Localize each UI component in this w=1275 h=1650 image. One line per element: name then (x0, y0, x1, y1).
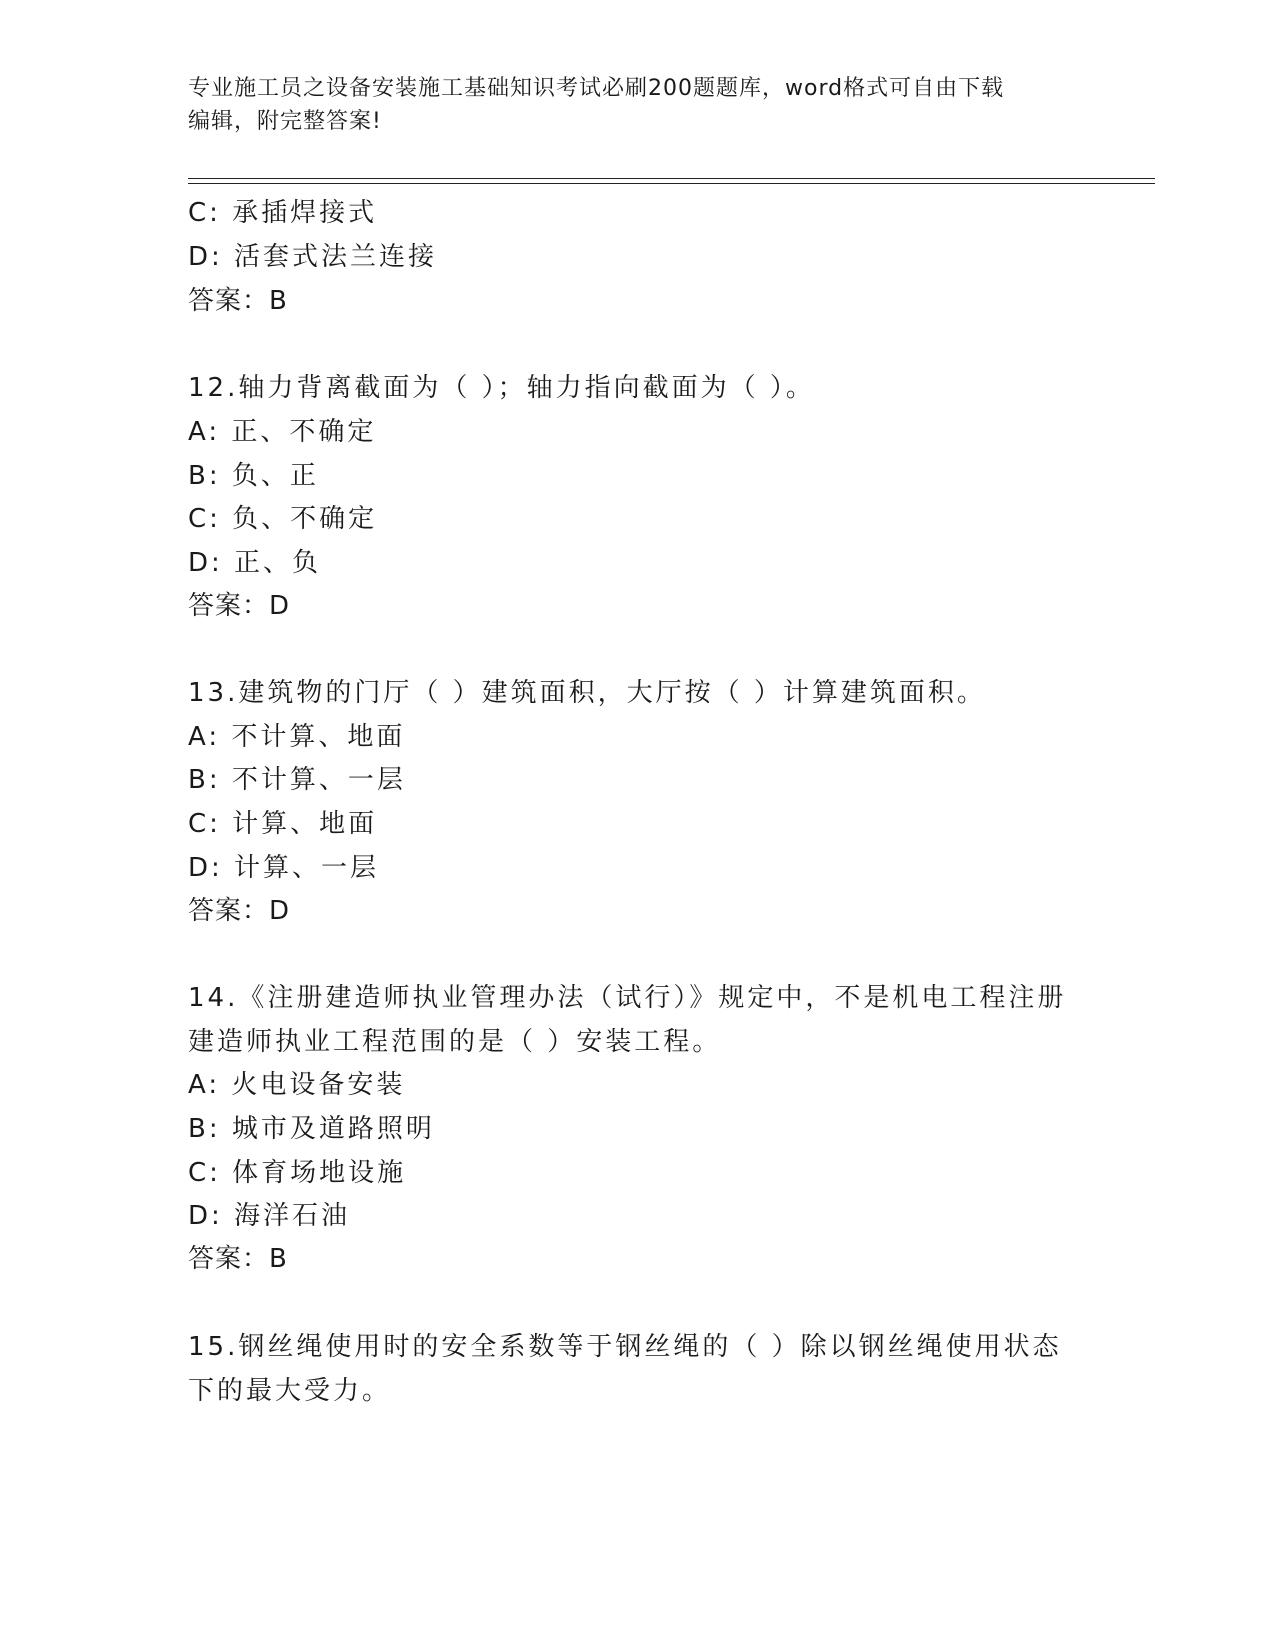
question-stem: 12.轴力背离截面为（ ）；轴力指向截面为（ ）。 (188, 373, 815, 403)
answer-label: 答案： (188, 591, 270, 621)
answer-value: B (269, 286, 288, 316)
option-b: B: 城市及道路照明 (188, 1114, 435, 1144)
header-line-1: 专业施工员之设备安装施工基础知识考试必刷200题题库，word格式可自由下载 (188, 76, 1005, 101)
question-stem-continued: 建造师执业工程范围的是（ ）安装工程。 (188, 1027, 722, 1057)
answer-value: D (269, 591, 291, 621)
answer-value: D (269, 896, 291, 926)
option-b: B: 负、正 (188, 461, 319, 491)
question-stem-continued: 下的最大受力。 (188, 1376, 392, 1406)
option-d: D: 海洋石油 (188, 1201, 351, 1231)
question-stem: 15.钢丝绳使用时的安全系数等于钢丝绳的（ ）除以钢丝绳使用状态 (188, 1332, 1062, 1362)
option-c: C: 负、不确定 (188, 504, 378, 534)
answer-line (188, 280, 288, 317)
answer-label: 答案： (188, 1244, 270, 1274)
header-line-2: 编辑，附完整答案! (188, 109, 382, 134)
answer-line (188, 585, 290, 622)
answer-label: 答案： (188, 896, 270, 926)
option-c: C: 计算、地面 (188, 809, 378, 839)
answer-line (188, 890, 290, 927)
answer-line (188, 1238, 288, 1275)
option-d: D: 计算、一层 (188, 853, 380, 883)
document-header (188, 72, 1068, 138)
header-divider-top (188, 178, 1155, 179)
option-d: D: 正、负 (188, 548, 322, 578)
option-b: B: 不计算、一层 (188, 765, 406, 795)
header-divider-bottom (188, 183, 1155, 184)
option-a: A: 不计算、地面 (188, 722, 406, 752)
option-a: A: 正、不确定 (188, 417, 377, 447)
option-d: D: 活套式法兰连接 (188, 242, 438, 272)
question-stem: 13.建筑物的门厅（ ）建筑面积，大厅按（ ）计算建筑面积。 (188, 678, 986, 708)
question-stem: 14.《注册建造师执业管理办法（试行）》规定中，不是机电工程注册 (188, 983, 1067, 1013)
answer-label: 答案： (188, 286, 270, 316)
option-c: C: 承插焊接式 (188, 198, 378, 228)
option-c: C: 体育场地设施 (188, 1158, 407, 1188)
option-a: A: 火电设备安装 (188, 1070, 406, 1100)
answer-value: B (269, 1244, 288, 1274)
